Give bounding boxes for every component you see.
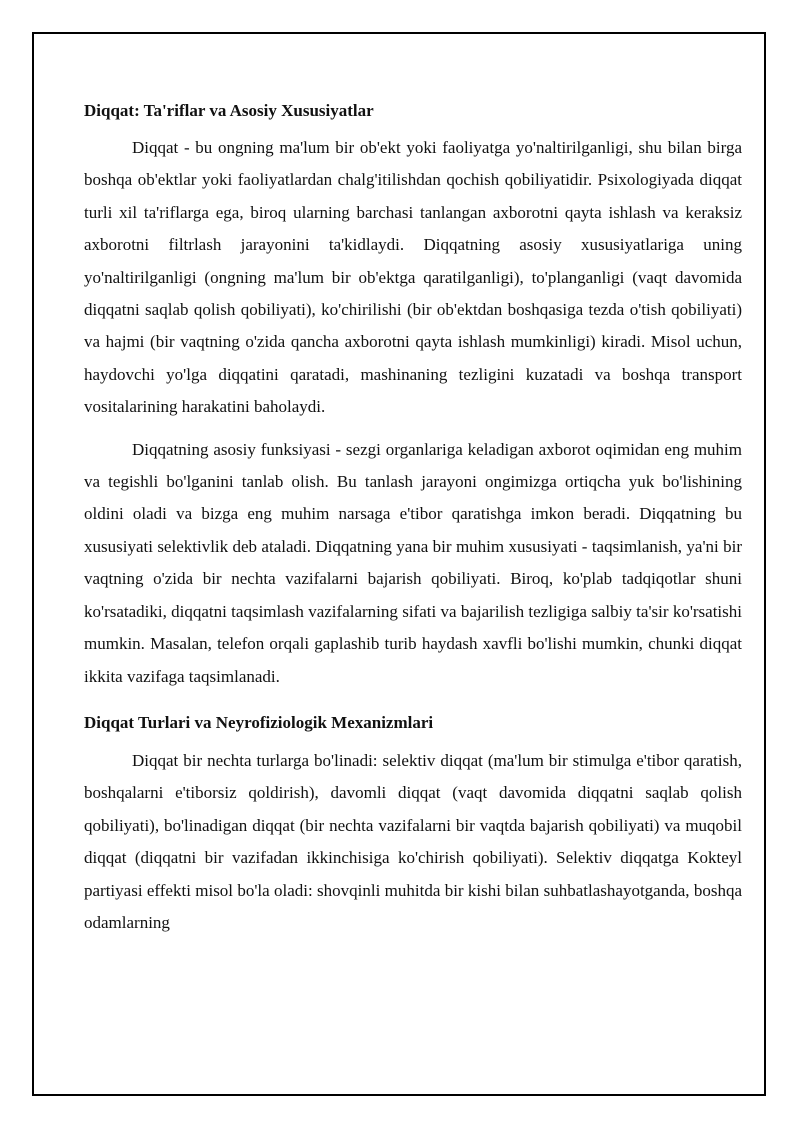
section-heading-definitions: Diqqat: Ta'riflar va Asosiy Xususiyatlar [84,101,374,120]
section-heading-types: Diqqat Turlari va Neyrofiziologik Mexanizmlari [84,712,434,732]
paragraph-function: Diqqatning asosiy funksiyasi - sezgi organlariga keladigan axborot oqimidan eng muhim va tegishli bo'lganini tanlab olish. Bu tanlash jarayoni ongimizga ortiqcha yuk bo'lishining oldini oladi va bizga eng muhim narsaga e'tibor qaratishga imkon beradi. Diqqatning bu xususiyati selektivlik deb ataladi. Diqqatning yana bir muhim xususiyati - taqsimlanish, ya'ni bir vaqtning o'zida bir nechta vazifalarni bajarish qobiliyati. Biroq, ko'plab tadqiqotlar shuni ko'rsatadiki, diqqatni taqsimlash vazifalarning sifati va bajarilish tezligiga salbiy ta'sir ko'rsatishi mumkin. Masalan, telefon orqali gaplashib turib haydash xavfli bo'lishi mumkin, chunki diqqat ikkita vazifaga taqsimlanadi. [84,439,742,686]
document-body [84,99,742,949]
paragraph-definition: Diqqat - bu ongning ma'lum bir ob'ekt yoki faoliyatga yo'naltirilganligi, shu bilan birga boshqa ob'ektlar yoki faoliyatlardan chalg'itilishdan qochish qobiliyatidir. Psixologiyada diqqat turli xil ta'riflarga ega, biroq ularning barchasi tanlangan axborotni qayta ishlash va keraksiz axborotni filtrlash jarayonini ta'kidlaydi. Diqqatning asosiy xususiyatlariga uning yo'naltirilganligi (ongning ma'lum bir ob'ektga qaratilganligi), to'planganligi (vaqt davomida diqqatni saqlab qolish qobiliyati), ko'chirilishi (bir ob'ektdan boshqasiga tezda o'tish qobiliyati) va hajmi (bir vaqtning o'zida qancha axborotni qayta ishlash mumkinligi) kiradi. Misol uchun, haydovchi yo'lga diqqatini qaratadi, mashinaning tezligini kuzatadi va boshqa transport vositalarining harakatini baholaydi. [84,138,742,417]
paragraph-types: Diqqat bir nechta turlarga bo'linadi: selektiv diqqat (ma'lum bir stimulga e'tibor qaratish, boshqalarni e'tiborsiz qoldirish), davomli diqqat (vaqt davomida diqqatni saqlab qolish qobiliyati), bo'linadigan diqqat (bir nechta vazifalarni bir vaqtda bajarish qobiliyati) va muqobil diqqat (diqqatni bir vazifadan ikkinchisiga ko'chirish qobiliyati). Selektiv diqqatga Kokteyl partiyasi effekti misol bo'la oladi: shovqinli muhitda bir kishi bilan suhbatlashayotganda, boshqa odamlarning [84,750,742,932]
